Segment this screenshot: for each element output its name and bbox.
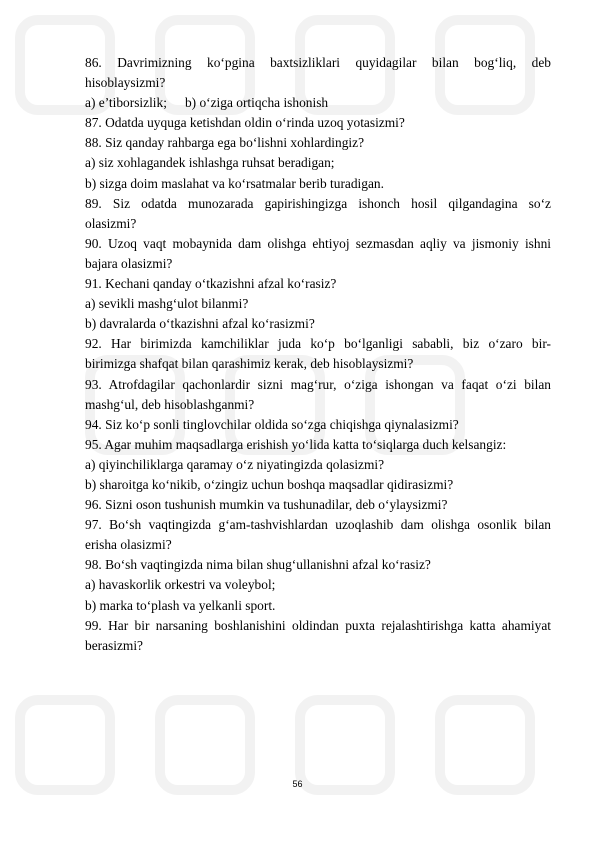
q95: 95. Agar muhim maqsadlarga erishish yo‘lida katta to‘siqlarga duch kelsangiz: xyxy=(85,436,507,452)
q93-line-1: 93. Atrofdagilar qachonlardir sizni mag‘rur, o‘ziga ishongan va faqat o‘zi bilan xyxy=(85,376,551,392)
q96: 96. Sizni oson tushunish mumkin va tushunadilar, deb o‘ylaysizmi? xyxy=(85,497,448,513)
q92-line-2: birimizga shafqat bilan qarashimiz kerak, deb hisoblaysizmi? xyxy=(85,356,414,372)
page-body xyxy=(85,53,551,656)
q86-option-a: a) e’tiborsizlik; xyxy=(85,95,167,111)
q92-line-1: 92. Har birimizda kamchiliklar juda ko‘p bo‘lganligi sababli, biz o‘zaro bir- xyxy=(85,336,551,352)
q90-line-2: bajara olasizmi? xyxy=(85,255,173,271)
q99-line-2: berasizmi? xyxy=(85,637,143,653)
q93-line-2: mashg‘ul, deb hisoblashganmi? xyxy=(85,396,255,412)
q87: 87. Odatda uyquga ketishdan oldin o‘rinda uzoq yotasizmi? xyxy=(85,115,405,131)
q97-line-1: 97. Bo‘sh vaqtingizda g‘am-tashvishlardan uzoqlashib dam olishga osonlik bilan xyxy=(85,517,551,533)
q88-option-a: a) siz xohlagandek ishlashga ruhsat beradigan; xyxy=(85,155,335,171)
q98: 98. Bo‘sh vaqtingizda nima bilan shug‘ullanishni afzal ko‘rasiz? xyxy=(85,557,431,573)
q88-option-b: b) sizga doim maslahat va ko‘rsatmalar berib turadigan. xyxy=(85,175,384,191)
q86-options xyxy=(85,93,551,113)
q97-line-2: erisha olasizmi? xyxy=(85,537,172,553)
q94: 94. Siz ko‘p sonli tinglovchilar oldida so‘zga chiqishga qiynalasizmi? xyxy=(85,416,459,432)
q95-option-b: b) sharoitga ko‘nikib, o‘zingiz uchun boshqa maqsadlar qidirasizmi? xyxy=(85,476,454,492)
q91-option-b: b) davralarda o‘tkazishni afzal ko‘rasizmi? xyxy=(85,316,315,332)
q89-line-2: olasizmi? xyxy=(85,215,137,231)
q99-line-1: 99. Har bir narsaning boshlanishini oldindan puxta rejalashtirishga katta ahamiyat xyxy=(85,617,551,633)
q98-option-b: b) marka to‘plash va yelkanli sport. xyxy=(85,597,276,613)
q86-line-1: 86. Davrimizning ko‘pgina baxtsizliklari quyidagilar bilan bog‘liq, deb xyxy=(85,55,551,70)
q86-option-b: b) o‘ziga ortiqcha ishonish xyxy=(184,95,329,111)
q91-option-a: a) sevikli mashg‘ulot bilanmi? xyxy=(85,296,249,312)
q88: 88. Siz qanday rahbarga ega bo‘lishni xohlardingiz? xyxy=(85,135,365,151)
q90-line-1: 90. Uzoq vaqt mobaynida dam olishga ehtiyoj sezmasdan aqliy va jismoniy ishni xyxy=(85,235,551,251)
page-number: 56 xyxy=(292,779,303,789)
q98-option-a: a) havaskorlik orkestri va voleybol; xyxy=(85,577,276,593)
q91: 91. Kechani qanday o‘tkazishni afzal ko‘rasiz? xyxy=(85,276,337,292)
q86-line-2: hisoblaysizmi? xyxy=(85,75,166,91)
q95-option-a: a) qiyinchiliklarga qaramay o‘z niyatingizda qolasizmi? xyxy=(85,456,385,472)
q89-line-1: 89. Siz odatda munozarada gapirishingizga ishonch hosil qilgandagina so‘z xyxy=(85,195,551,211)
